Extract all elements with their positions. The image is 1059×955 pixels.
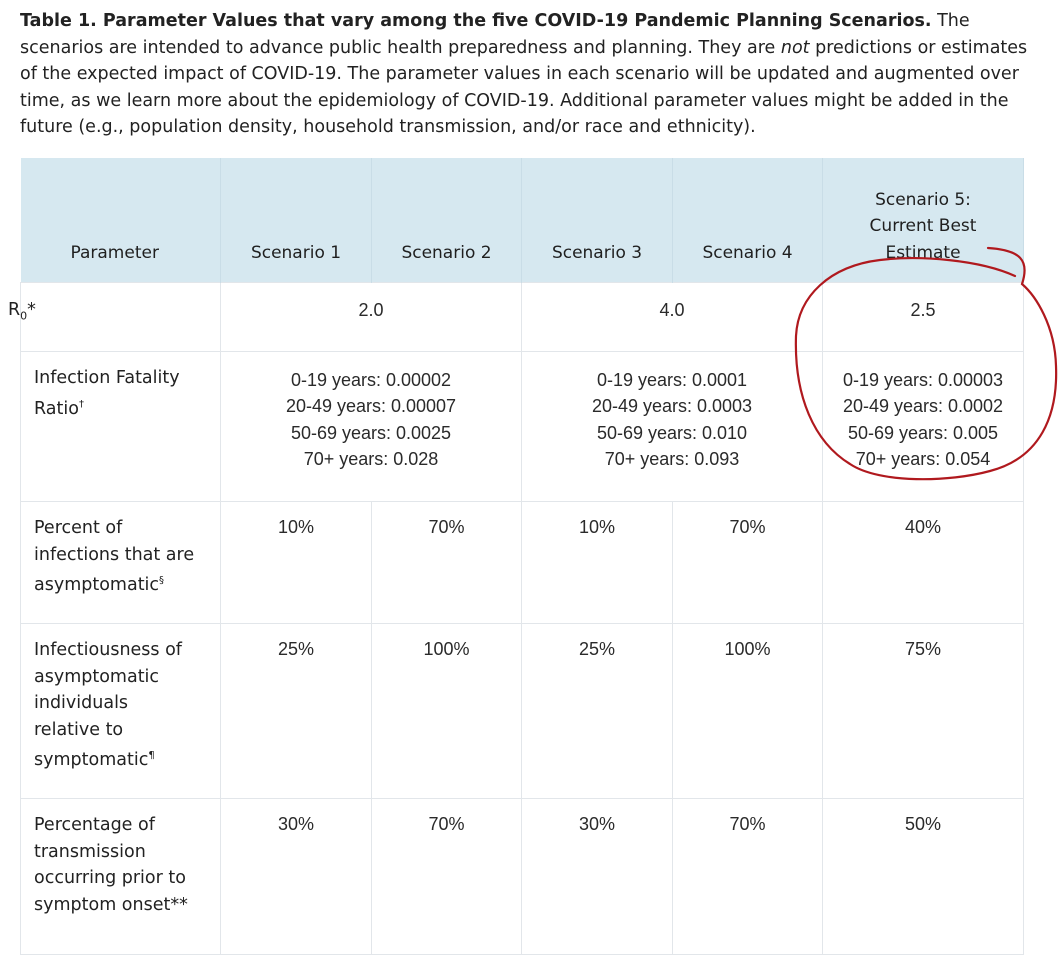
param-label-ifr: Infection Fatality Ratio† <box>21 352 221 502</box>
infect-scenario-5: 75% <box>823 624 1024 799</box>
infect-scenario-4: 100% <box>673 624 823 799</box>
infect-scenario-2: 100% <box>372 624 522 799</box>
presym-scenario-4: 70% <box>673 799 823 955</box>
asym-scenario-1: 10% <box>221 502 372 624</box>
ifr-scenario-3-4: 0-19 years: 0.0001 20-49 years: 0.0003 50-69 years: 0.010 70+ years: 0.093 <box>522 352 823 502</box>
header-scenario-1: Scenario 1 <box>221 158 372 283</box>
infect-scenario-1: 25% <box>221 624 372 799</box>
presym-scenario-3: 30% <box>522 799 673 955</box>
table-row-infectiousness <box>21 624 1024 799</box>
table-caption <box>20 8 1030 141</box>
param-label-r0: $R_0*$ <box>21 283 221 352</box>
header-row <box>21 158 1024 283</box>
table-row-ifr <box>21 352 1024 502</box>
r0-scenario-1-2: 2.0 <box>221 283 522 352</box>
presym-scenario-2: 70% <box>372 799 522 955</box>
param-label-asymptomatic: Percent of infections that are asymptomatic§ <box>21 502 221 624</box>
asym-scenario-5: 40% <box>823 502 1024 624</box>
caption-text-2: predictions or estimates of the expected impact of COVID-19. The parameter values in each scenario will be updated and augmented over time, as we learn more about the epidemiology of COVID-19. Additional parameter values might be added in the future (e.g., population density, household transmission, and/or race and ethnicity). <box>20 37 1028 138</box>
ifr-scenario-5: 0-19 years: 0.00003 20-49 years: 0.0002 50-69 years: 0.005 70+ years: 0.054 <box>823 352 1024 502</box>
asym-scenario-2: 70% <box>372 502 522 624</box>
r0-scenario-3-4: 4.0 <box>522 283 823 352</box>
r0-scenario-5: 2.5 <box>823 283 1024 352</box>
table-row-r0 <box>21 283 1024 352</box>
header-scenario-2: Scenario 2 <box>372 158 522 283</box>
presym-scenario-5: 50% <box>823 799 1024 955</box>
table-row-asymptomatic <box>21 502 1024 624</box>
header-parameter: Parameter <box>21 158 221 283</box>
param-label-infectiousness: Infectiousness of asymptomatic individuals relative to symptomatic¶ <box>21 624 221 799</box>
caption-text-1: The scenarios are intended to advance public health preparedness and planning. They are <box>20 11 970 58</box>
asym-scenario-3: 10% <box>522 502 673 624</box>
caption-not: not <box>780 37 810 58</box>
header-scenario-4: Scenario 4 <box>673 158 823 283</box>
table-row-presymptomatic <box>21 799 1024 955</box>
presym-scenario-1: 30% <box>221 799 372 955</box>
scenario-table <box>8 158 1024 955</box>
header-scenario-5: Scenario 5: Current Best Estimate <box>823 158 1024 283</box>
header-scenario-3: Scenario 3 <box>522 158 673 283</box>
infect-scenario-3: 25% <box>522 624 673 799</box>
table-title: Table 1. Parameter Values that vary among the five COVID-19 Pandemic Planning Scenarios. <box>20 11 932 31</box>
ifr-scenario-1-2: 0-19 years: 0.00002 20-49 years: 0.00007 50-69 years: 0.0025 70+ years: 0.028 <box>221 352 522 502</box>
asym-scenario-4: 70% <box>673 502 823 624</box>
param-label-presymptomatic: Percentage of transmission occurring prior to symptom onset** <box>21 799 221 955</box>
